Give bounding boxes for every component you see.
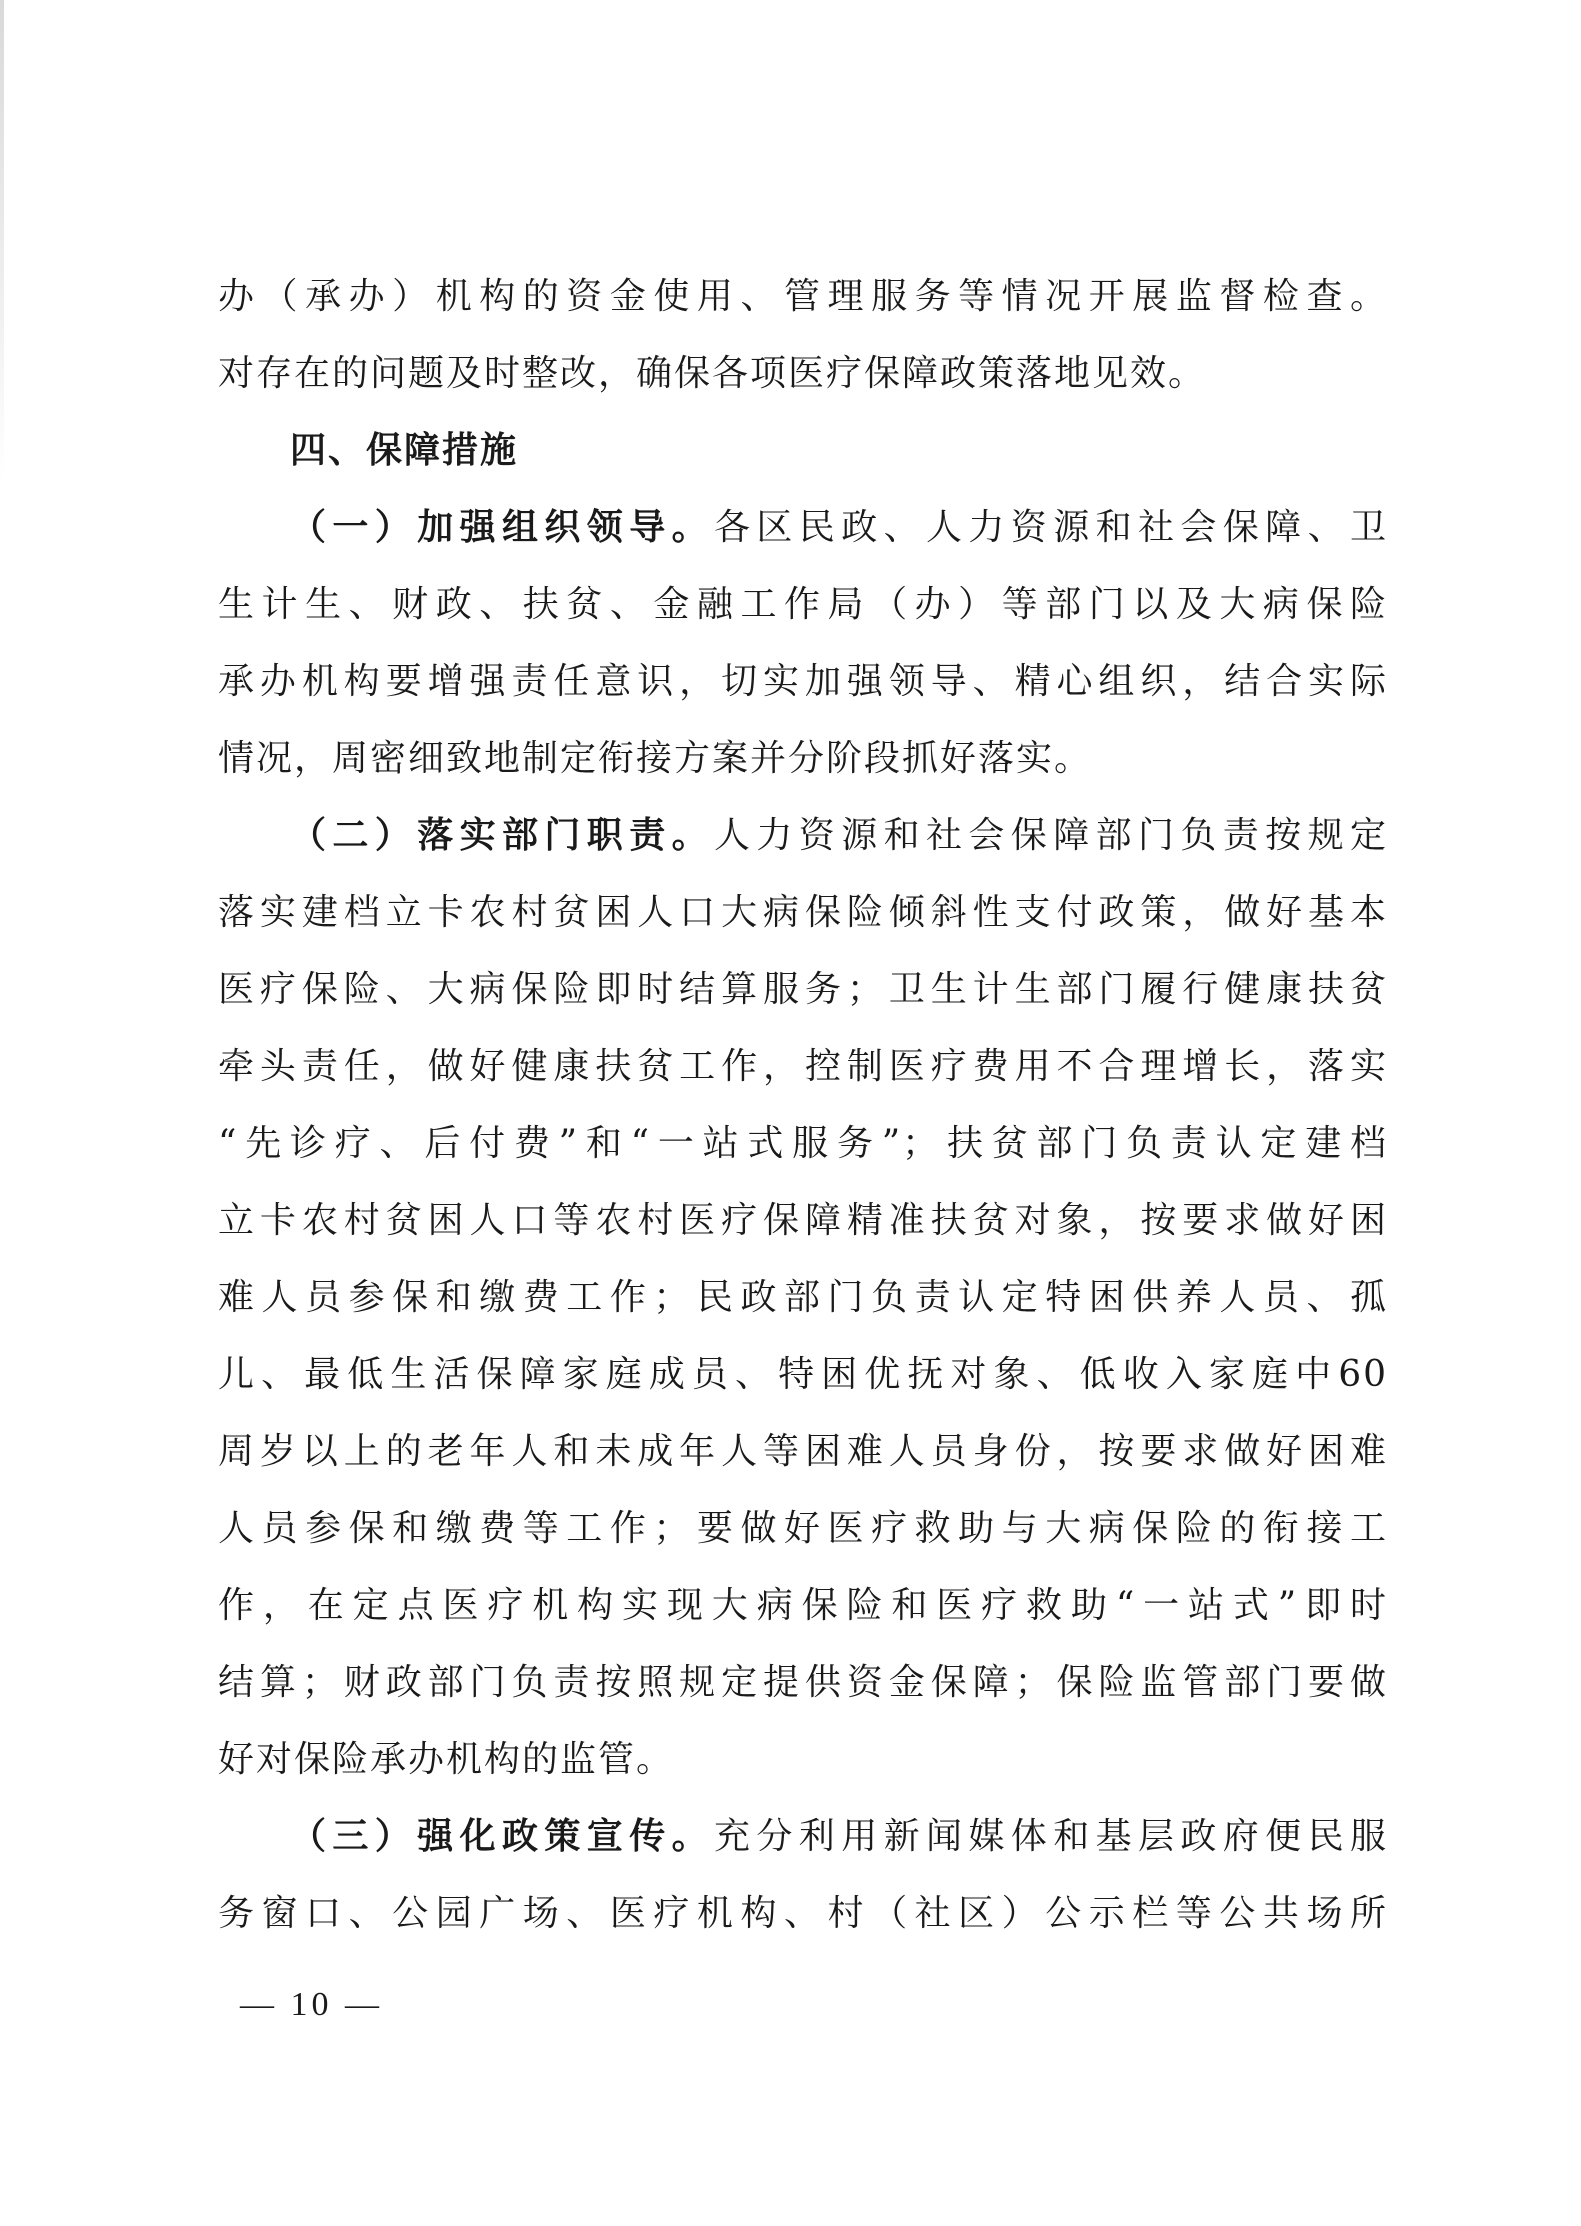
item-3-title: （三）强化政策宣传。 [290, 1816, 714, 1857]
paragraph-line: 好对保险承办机构的监管。 [218, 1739, 675, 1780]
paragraph-line: 牵头责任，做好健康扶贫工作，控制医疗费用不合理增长，落实 [218, 1046, 1388, 1087]
paragraph-line: 人员参保和缴费等工作；要做好医疗救助与大病保险的衔接工 [218, 1508, 1388, 1549]
item-3-text: 充分利用新闻媒体和基层政府便民服 [714, 1816, 1388, 1857]
item-2-text: 人力资源和社会保障部门负责按规定 [714, 815, 1388, 856]
paragraph-line: 儿、最低生活保障家庭成员、特困优抚对象、低收入家庭中60 [218, 1354, 1388, 1395]
section-heading: 四、保障措施 [290, 430, 519, 471]
item-1-title: （一）加强组织领导。 [290, 507, 714, 548]
paragraph-line: 对存在的问题及时整改，确保各项医疗保障政策落地见效。 [218, 353, 1207, 394]
document-body [218, 258, 1388, 1952]
paragraph-line: 办（承办）机构的资金使用、管理服务等情况开展监督检查。 [218, 276, 1388, 317]
item-2-title: （二）落实部门职责。 [290, 815, 714, 856]
item-2-first-line [218, 797, 1388, 874]
paragraph-line: 作，在定点医疗机构实现大病保险和医疗救助“一站式”即时 [218, 1585, 1388, 1626]
paragraph-line: 周岁以上的老年人和未成年人等困难人员身份，按要求做好困难 [218, 1431, 1388, 1472]
paragraph-line: 情况，周密细致地制定衔接方案并分阶段抓好落实。 [218, 738, 1093, 779]
paragraph-line: 立卡农村贫困人口等农村医疗保障精准扶贫对象，按要求做好困 [218, 1200, 1388, 1241]
paragraph-line: 结算；财政部门负责按照规定提供资金保障；保险监管部门要做 [218, 1662, 1388, 1703]
paragraph-line: 医疗保险、大病保险即时结算服务；卫生计生部门履行健康扶贫 [218, 969, 1388, 1010]
paragraph-line: 务窗口、公园广场、医疗机构、村（社区）公示栏等公共场所 [218, 1893, 1388, 1934]
page-number: — 10 — [240, 1986, 383, 2023]
paragraph-line: “先诊疗、后付费”和“一站式服务”；扶贫部门负责认定建档 [218, 1123, 1388, 1164]
scan-page-edge [0, 0, 4, 480]
item-3-first-line [218, 1798, 1388, 1875]
item-1-text: 各区民政、人力资源和社会保障、卫 [714, 507, 1388, 548]
paragraph-line: 承办机构要增强责任意识，切实加强领导、精心组织，结合实际 [218, 661, 1388, 702]
paragraph-line: 难人员参保和缴费工作；民政部门负责认定特困供养人员、孤 [218, 1277, 1388, 1318]
paragraph-line: 落实建档立卡农村贫困人口大病保险倾斜性支付政策，做好基本 [218, 892, 1388, 933]
paragraph-line: 生计生、财政、扶贫、金融工作局（办）等部门以及大病保险 [218, 584, 1388, 625]
item-1-first-line [218, 489, 1388, 566]
